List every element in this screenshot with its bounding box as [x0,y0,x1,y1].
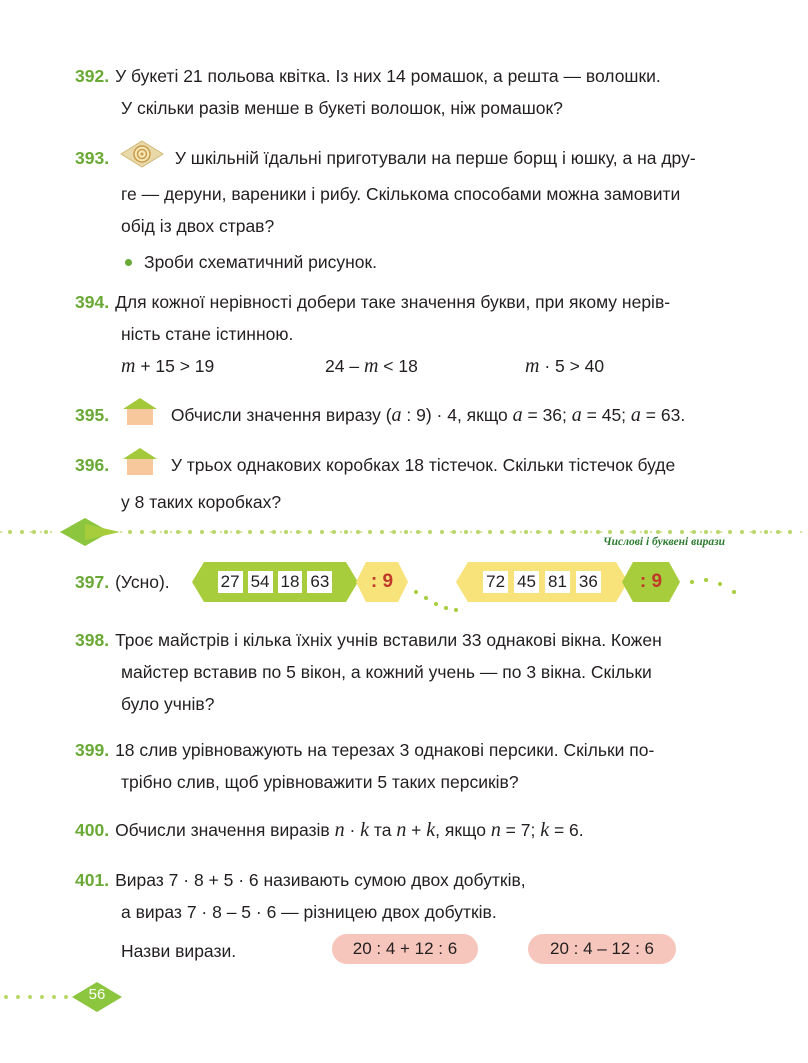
exercise-text: було учнів? [121,694,215,714]
number-cell: 45 [514,571,539,593]
number-cell: 18 [278,571,303,593]
exercise-text: У шкільній їдальні приготували на перше борщ і юшку, а на дру- [174,147,696,168]
exercise-number: 397. [75,572,110,592]
exercise-text: трібно слив, щоб урівноважити 5 таких персиків? [121,772,519,792]
expression-pill: 20 : 4 – 12 : 6 [528,934,676,964]
house-icon [120,446,160,486]
exercise-text: У трьох однакових коробках 18 тістечок. Скільки тістечок буде [170,454,676,475]
exercise-number: 396. [75,454,110,475]
number-group-2 [456,562,628,602]
exercise-400 [75,814,755,846]
footer-decoration [0,980,140,1014]
operator-badge-2: : 9 [622,562,680,602]
exercise-prompt: Назви вирази. [121,941,237,961]
exercise-text: у 8 таких коробках? [121,492,282,512]
exercise-text: У букеті 21 польова квітка. Із них 14 ромашок, а решта — волошки. [115,66,661,86]
exercise-number: 399. [75,740,110,760]
inequality-3: m · 5 > 40 [525,355,605,377]
exercise-395 [75,396,755,436]
number-cell: 63 [307,571,332,593]
operator-badge-1: : 9 [356,562,408,602]
exercise-text: 18 слив урівноважують на терезах 3 однакові персики. Скільки по- [115,740,655,760]
exercise-text: Обчисли значення виразів n · k та n + k, якщо n = 7; k = 6. [115,819,584,841]
number-cell: 81 [545,571,570,593]
exercise-392 [75,60,755,124]
exercise-number: 400. [75,820,110,840]
exercise-text: Обчисли значення виразу (a : 9) · 4, якщо a = 36; a = 45; a = 63. [170,403,686,426]
exercise-number: 393. [75,147,110,168]
exercise-text: У скільки разів менше в букеті волошок, ніж ромашок? [121,98,563,118]
exercise-number: 395. [75,404,110,425]
exercise-number: 394. [75,292,110,312]
bullet-text: Зроби схематичний рисунок. [144,252,378,272]
inequality-1: m + 15 > 19 [121,355,215,377]
number-cell: 72 [483,571,508,593]
exercise-398 [75,624,755,720]
number-cell: 54 [248,571,273,593]
exercise-text: Для кожної нерівності добери таке значення букви, при якому нерів- [115,292,671,312]
exercise-text: обід із двох страв? [121,216,275,236]
exercise-393 [75,140,755,278]
exercise-number: 398. [75,630,110,650]
exercise-394 [75,286,755,382]
decorative-dots [684,570,744,600]
house-icon [120,396,160,436]
exercise-text: майстер вставив по 5 вікон, а кожний учень — по 3 вікна. Скільки [121,662,652,682]
exercise-401 [75,864,755,928]
oral-label: (Усно). [115,572,170,592]
bullet-icon [125,259,132,266]
target-icon [120,140,164,178]
number-group-1 [192,562,358,602]
exercise-396 [75,446,755,518]
expression-pill: 20 : 4 + 12 : 6 [332,934,478,964]
exercise-number: 401. [75,870,110,890]
exercise-text: ність стане істинною. [121,324,294,344]
topic-label: Числові і буквені вирази [603,536,726,548]
inequality-2: 24 – m < 18 [325,355,418,377]
exercise-text: Троє майстрів і кілька їхніх учнів вставили 33 однакові вікна. Кожен [115,630,662,650]
exercise-number: 392. [75,66,110,86]
number-cell: 36 [576,571,601,593]
exercise-text: Вираз 7 · 8 + 5 · 6 називають сумою двох добутків, [115,870,526,890]
exercise-text: а вираз 7 · 8 – 5 · 6 — різницею двох добутків. [121,902,497,922]
exercise-text: ге — деруни, вареники і рибу. Скількома способами можна замовити [121,184,681,204]
number-cell: 27 [218,571,243,593]
page-number: 56 [88,986,106,1003]
exercise-399 [75,734,755,798]
